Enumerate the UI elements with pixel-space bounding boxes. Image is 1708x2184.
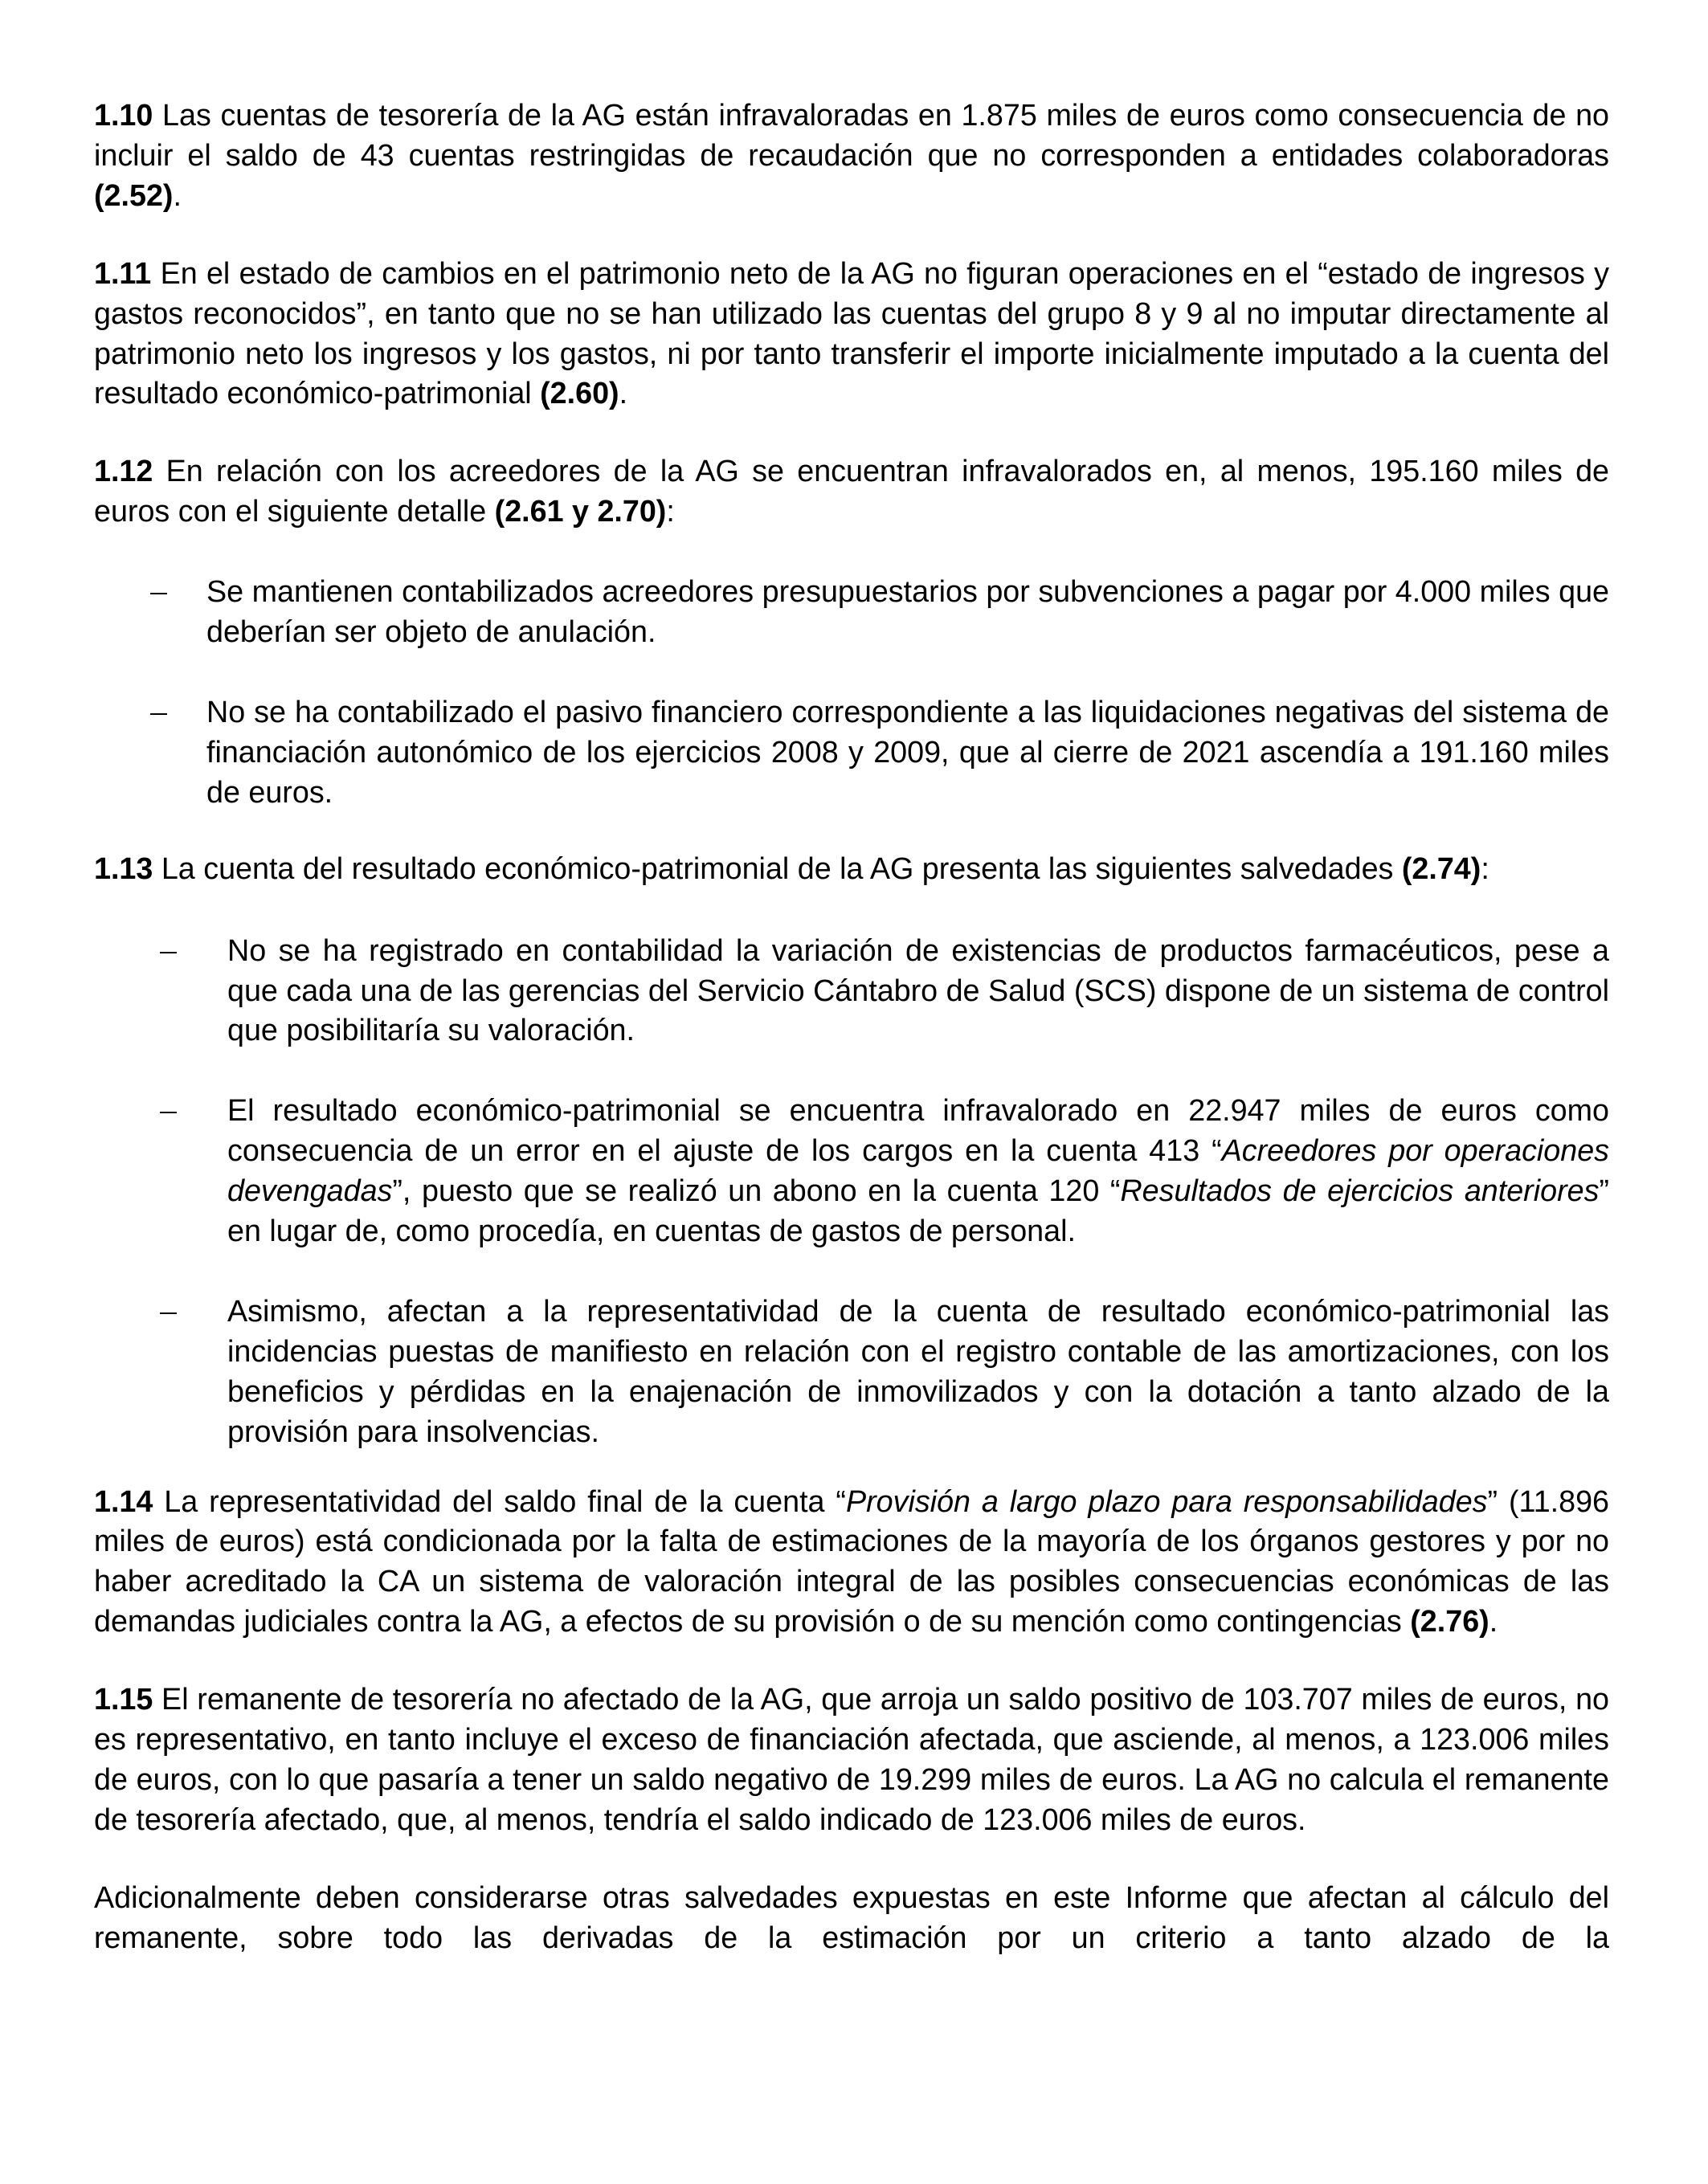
list-item: [94, 692, 1609, 813]
paragraph-additional: [94, 1878, 1609, 1958]
section-reference: (2.76): [1410, 1604, 1489, 1639]
qualifications-list: [94, 931, 1609, 1452]
document-page: [94, 96, 1609, 1996]
account-name-italic: Provisión a largo plazo para responsabilidades: [845, 1484, 1488, 1518]
paragraph-text: Las cuentas de tesorería de la AG están infravaloradas en 1.875 miles de euros como consecuencia de no incluir el saldo de 43 cuentas restringidas de recaudación que no corresponden a entidades colaboradoras: [94, 98, 1609, 172]
paragraph-text: En relación con los acreedores de la AG se encuentran infravalorados en, al menos, 195.160 miles de euros con el siguiente detalle: [94, 454, 1609, 529]
paragraph-number: 1.10: [94, 98, 153, 132]
punctuation: :: [666, 494, 675, 529]
paragraph-1-15: [94, 1680, 1609, 1840]
paragraph-number: 1.12: [94, 454, 153, 488]
paragraph-1-14: [94, 1482, 1609, 1643]
paragraph-number: 1.14: [94, 1484, 153, 1518]
paragraph-text: En el estado de cambios en el patrimonio neto de la AG no figuran operaciones en el “estado de ingresos y gastos reconocidos”, en tanto que no se han utilizado las cuentas del grupo 8 y 9 al no imputar directamente al patrimonio neto los ingresos y los gastos, ni por tanto transferir el importe inicialmente imputado a la cuenta del resultado económico-patrimonial: [94, 255, 1609, 410]
paragraph-text: Adicionalmente deben considerarse otras salvedades expuestas en este Informe que afectan al cálculo del remanente, sobre todo las derivadas de la estimación por un criterio a tanto alzado de la: [94, 1880, 1609, 1954]
paragraph-1-10: [94, 96, 1609, 216]
paragraph-1-12: [94, 451, 1609, 532]
list-item: [94, 931, 1609, 1051]
list-item-text: ”, puesto que se realizó un abono en la cuenta 120 “: [392, 1174, 1121, 1208]
section-reference: (2.60): [540, 376, 619, 410]
punctuation: .: [1489, 1604, 1498, 1639]
list-item: [94, 1292, 1609, 1452]
paragraph-number: 1.13: [94, 851, 153, 885]
section-reference: (2.61 y 2.70): [494, 494, 667, 529]
punctuation: .: [619, 376, 628, 410]
list-item-text: ” en lugar de, como procedía, en cuentas de gastos de personal.: [227, 1174, 1609, 1248]
account-name-italic: Acreedores por operaciones devengadas: [227, 1133, 1610, 1208]
punctuation: .: [173, 178, 182, 212]
list-item: [94, 1091, 1609, 1251]
creditors-detail-list: [94, 572, 1609, 813]
paragraph-text: La cuenta del resultado económico-patrimonial de la AG presenta las siguientes salvedades: [153, 851, 1402, 885]
paragraph-number: 1.11: [94, 255, 152, 290]
punctuation: :: [1481, 851, 1489, 885]
list-item-text: No se ha registrado en contabilidad la variación de existencias de productos farmacéuticos, pese a que cada una de las gerencias del Servicio Cántabro de Salud (SCS) dispone de un sistema de control que posibilitaría su valoración.: [227, 933, 1610, 1047]
paragraph-text: ” (11.896 miles de euros) está condicionada por la falta de estimaciones de la mayoría de los órganos gestores y por no haber acreditado la CA un sistema de valoración integral de las posibles consecuencias económicas de las demandas judiciales contra la AG, a efectos de su provisión o de su mención como contingencias: [94, 1484, 1610, 1639]
paragraph-text: La representatividad del saldo final de la cuenta “: [153, 1484, 846, 1518]
section-reference: (2.74): [1401, 851, 1481, 885]
list-item-text: Asimismo, afectan a la representatividad de la cuenta de resultado económico-patrimonial las incidencias puestas de manifiesto en relación con el registro contable de las amortizaciones, con los beneficios y pérdidas en la enajenación de inmovilizados y con la dotación a tanto alzado de la provisión para insolvencias.: [227, 1293, 1609, 1448]
list-item-text: El resultado económico-patrimonial se encuentra infravalorado en 22.947 miles de euros como consecuencia de un error en el ajuste de los cargos en la cuenta 413 “: [227, 1093, 1609, 1168]
account-name-italic: Resultados de ejercicios anteriores: [1120, 1174, 1600, 1208]
paragraph-1-11: [94, 254, 1609, 414]
list-item-text: Se mantienen contabilizados acreedores presupuestarios por subvenciones a pagar por 4.000 miles que deberían ser objeto de anulación.: [206, 574, 1609, 649]
section-reference: (2.52): [94, 178, 174, 212]
paragraph-number: 1.15: [94, 1682, 153, 1717]
paragraph-1-13: [94, 849, 1609, 889]
list-item-text: No se ha contabilizado el pasivo financiero correspondiente a las liquidaciones negativas del sistema de financiación autonómico de los ejercicios 2008 y 2009, que al cierre de 2021 ascendía a 191.160 miles de euros.: [206, 694, 1609, 809]
paragraph-text: El remanente de tesorería no afectado de la AG, que arroja un saldo positivo de 103.707 miles de euros, no es representativo, en tanto incluye el exceso de financiación afectada, que asciende, al menos, a 123.006 miles de euros, con lo que pasaría a tener un saldo negativo de 19.299 miles de euros. La AG no calcula el remanente de tesorería afectado, que, al menos, tendría el saldo indicado de 123.006 miles de euros.: [94, 1682, 1609, 1836]
list-item: [94, 572, 1609, 652]
